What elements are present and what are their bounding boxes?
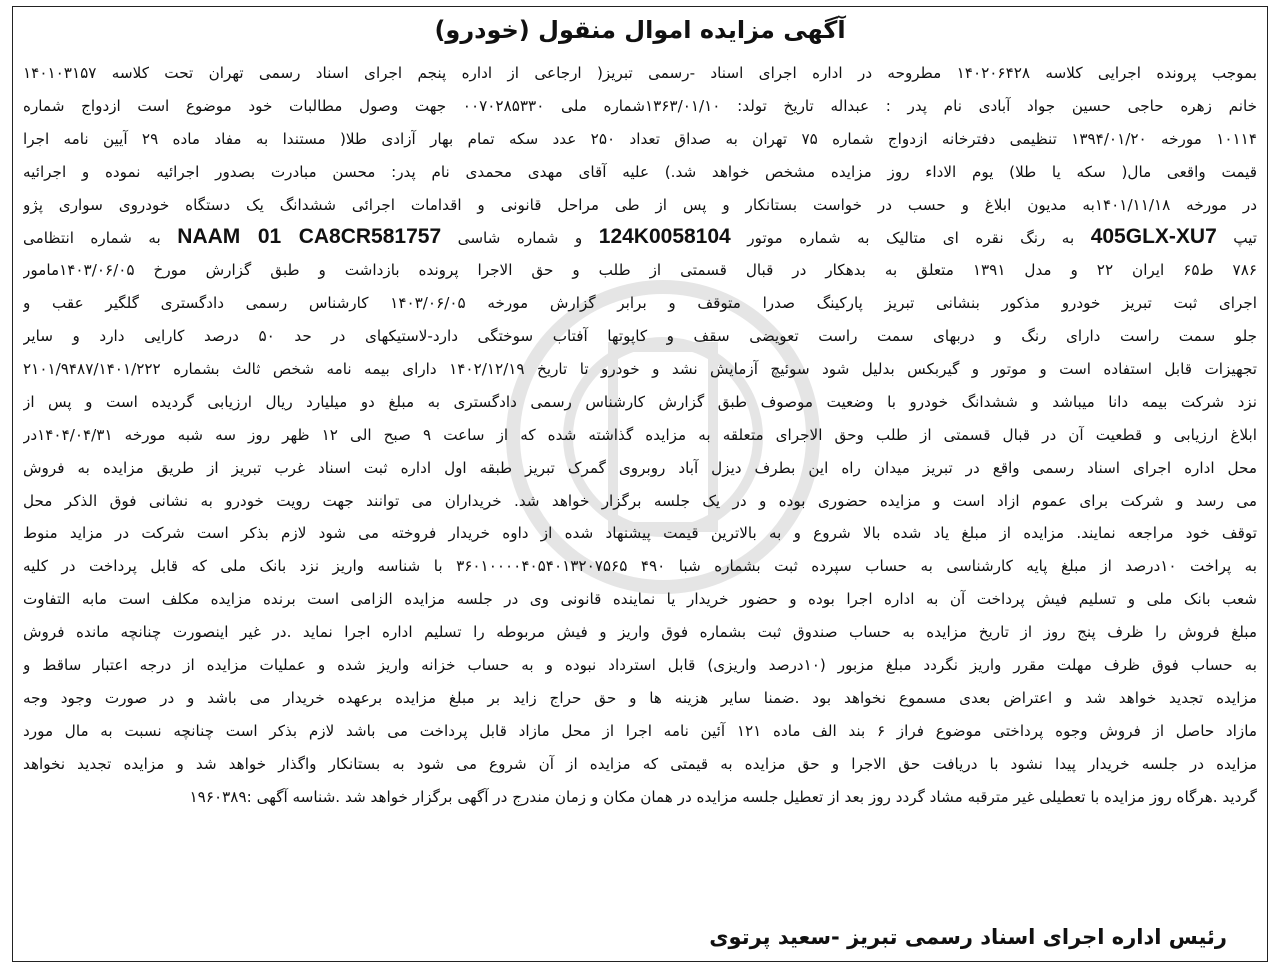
engine-number: 124K0058104 xyxy=(598,225,731,249)
body-line: نزد شرکت بیمه دانا میباشد و ششدانگ خودرو با وضعیت موصوف طبق گزارش کارشناس رسمی دادگستری به مبلغ دو میلیارد ریال ارزیابی گردیده است و پس از xyxy=(23,392,1257,411)
vehicle-prefix: تیپ xyxy=(1233,229,1257,248)
body-line: تجهیزات قابل استفاده است و موتور و گیربکس بدلیل شود سوئیچ آزمایش نشد و خودرو تا تاریخ ۱۴۰۲/۱۲/۱۹ دارای بیمه نامه شخص ثالث بشماره ۲۱۰۱/۹۴۸۷/۱۴۰۱/۲۲۲ xyxy=(23,360,1257,379)
body-line: به پراخت ۱۰درصد از مبلغ پایه کارشناسی به حساب سپرده ثبت بشماره شبا ۴۹۰ ۳۶۰۱۰۰۰۰۴۰۵۴۰۱۳۲۰۷۵۶۵ با شناسه واریز نزد بانک ملی که قابل پرداخت در کلیه xyxy=(23,557,1257,576)
body-line: به حساب فوق ظرف مهلت مقرر واریز نگردد مبلغ مزبور (۱۰درصد واریزی) قابل استرداد نبوده و به حساب خزانه واریز شده و عملیات مزایده از درجه اعتبار ساقط و xyxy=(23,656,1257,675)
body-line: در مورخه ۱۴۰۱/۱۱/۱۸به مدیون ابلاغ و حسب در خواست بستانکار و پس از طی مراحل قانونی و اقدامات اجرائی ششدانگ یک دستگاه خودروی سواری پژو xyxy=(23,195,1257,214)
body-line: جلو سمت راست دارای رنگ و دربهای سمت راست تعویضی سقف و کاپوتها آفتاب سوختگی دارد-لاستیکهای در حد ۵۰ درصد کارایی دارد و سایر xyxy=(23,327,1257,346)
notice-body xyxy=(23,57,1257,813)
body-line: خانم زهره حاجی حسین جواد آبادی نام پدر : عبداله تاریخ تولد: ۱۳۶۳/۰۱/۱۰شماره ملی ۰۰۷۰۲۸۵۳۳۰ جهت وصول مطالبات خود موضوع است ازدواج شماره xyxy=(23,96,1257,115)
signature: رئیس اداره اجرای اسناد رسمی تبریز -سعید پرتوی xyxy=(709,925,1227,949)
body-line: ابلاغ ارزیابی و قطعیت آن در قبال قسمتی از طلب وحق الاجرای متعلقه به مزایده گذاشته شده که از ساعت ۹ صبح الی ۱۲ ظهر روز سه شبه مورخه ۱۴۰۴/۰۴/۳۱در xyxy=(23,425,1257,444)
body-line: مزایده در جلسه خریدار پیدا نشود با دریافت حق الاجرا و حق مزایده به قیمتی که مزایده از آن شروع می شود به بستانکار واگذار خواهد شد و مزایده تجدید نخواهد xyxy=(23,754,1257,773)
vehicle-text-1: به رنگ نقره ای متالیک به شماره موتور xyxy=(747,229,1075,248)
body-line: مازاد حاصل از فروش وجوه پرداختی موضوع فراز ۶ بند الف ماده ۱۲۱ آئین نامه اجرا از محل مازاد قابل پرداخت می باشد لازم بذکر است چنانچه نسبت به مال مورد xyxy=(23,721,1257,740)
body-line: ۱۰۱۱۴ مورخه ۱۳۹۴/۰۱/۲۰ تنظیمی دفترخانه ازدواج شماره ۷۵ تهران به صداق تعداد ۲۵۰ عدد سکه تمام بهار آزادی طلا( مستندا به مفاد ماده ۲۹ آیین نامه اجرا xyxy=(23,129,1257,148)
body-line: توقف خود مراجعه نمایند. مزایده از مبلغ یاد شده بالا شروع و به بالاترین قیمت پیشنهاد شده از داوه خریدار فروخته می شود لازم بذکر است شرکت در مزاید منوط xyxy=(23,524,1257,543)
body-line: قیمت واقعی مال( سکه یا طلا) یوم الاداء روز مزایده مشخص خواهد شد.) علیه آقای مهدی محمدی نام پدر: محسن مبادرت بصدور اجرائیه نموده و اجرائیه xyxy=(23,162,1257,181)
vehicle-model: 405GLX-XU7 xyxy=(1090,225,1217,249)
body-line: ۷۸۶ ط۶۵ ایران ۲۲ و مدل ۱۳۹۱ متعلق به بدهکار در قبال قسمتی از طلب و حق الاجرا پرونده بازداشت و طبق گزارش مورخ ۱۴۰۳/۰۶/۰۵مامور xyxy=(23,261,1257,280)
body-line: شعب بانک ملی و تسلیم فیش پرداخت آن به اداره اجرا بوده و حضور خریدار یا نماینده قانونی وی در جلسه مزایده الزامی است برنده مزایده مکلف است مابه التفاوت xyxy=(23,590,1257,609)
body-line: محل اداره اجرای اسناد رسمی واقع در تبریز میدان راه این بطرف دیزل آباد روبروی گمرک تبریز طبقه اول اداره ثبت اسناد غرب تبریز از طریق مزایده به فروش xyxy=(23,458,1257,477)
body-line: مزایده تجدید خواهد شد و اعتراض بعدی مسموع نخواهد بود .ضمنا سایر هزینه ها و حق حراج زاید بر مبلغ مزایده برعهده خریدار می باشد و در صورت وجود وجه xyxy=(23,688,1257,707)
body-line: گردید .هرگاه روز مزایده با تعطیلی غیر مترقبه مشاد گردد روز بعد از تعطیل جلسه مزایده در همان مکان و زمان مندرج در آگهی برگزار خواهد شد .شناسه آگهی :۱۹۶۰۳۸۹ xyxy=(189,787,1257,806)
vehicle-text-2: و شماره شاسی xyxy=(457,229,583,248)
body-line: می رسد و شرکت برای عموم ازاد است و مزایده حضوری بوده و در یک جلسه برگزار خواهد شد. خریداران می توانند جهت رویت خودرو به نشانی فوق الذکر محل xyxy=(23,491,1257,510)
notice-title: آگهی مزایده اموال منقول (خودرو) xyxy=(434,16,846,44)
body-line: بموجب پرونده اجرایی کلاسه ۱۴۰۲۰۶۴۲۸ مطروحه در اداره اجرای اسناد -رسمی تبریز( ارجاعی از اداره پنجم اجرای اسناد رسمی تهران تحت کلاسه ۱۴۰۱۰۳۱۵۷ xyxy=(23,64,1257,82)
body-line: اجرای ثبت تبریز خودرو مذکور بنشانی تبریز پارکینگ صدرا متوقف و برابر گزارش مورخه ۱۴۰۳/۰۶/۰۵ کارشناس رسمی دادگستری گلگیر عقب و xyxy=(23,294,1257,313)
vehicle-text-3: به شماره انتظامی xyxy=(23,229,161,248)
chassis-number: NAAM 01 CA8CR581757 xyxy=(177,225,442,249)
vehicle-line xyxy=(23,221,1257,254)
body-line: مبلغ فروش را ظرف پنج روز از تاریخ مزایده به حساب صندوق ثبت بشماره فوق واریز و فیش مربوطه را تسلیم اداره اجرا نماید .در غیر اینصورت چنانچه مانده فروش xyxy=(23,623,1257,642)
auction-notice xyxy=(12,6,1268,962)
